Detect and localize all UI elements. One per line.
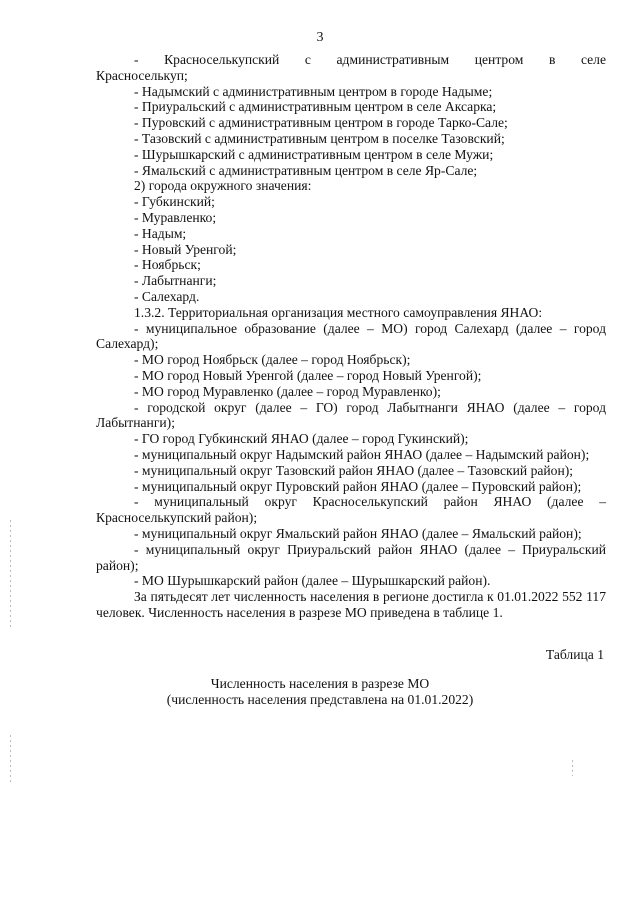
- page-number: 3: [316, 30, 324, 45]
- list-item-mo-novy-urengoy: - МО город Новый Уренгой (далее – город Новый Уренгой);: [134, 367, 482, 383]
- list-item-yamal: - Ямальский с административным центром в селе Яр-Сале;: [134, 162, 478, 178]
- list-item-city-novy-urengoy: - Новый Уренгой;: [134, 241, 237, 257]
- cities-heading: 2) города окружного значения:: [134, 178, 312, 194]
- list-item-mo-muravlenko: - МО город Муравленко (далее – город Муравленко);: [134, 383, 441, 399]
- scan-artifact-left: [10, 520, 11, 630]
- list-item-city-labytnangi: - Лабытнанги;: [134, 273, 217, 289]
- list-item-mo-noyabrsk: - МО город Ноябрьск (далее – город Ноябрьск);: [134, 352, 411, 368]
- list-item-mo-salekhard: - муниципальное образование (далее – МО) город Салехард (далее – город Салехард);: [96, 320, 606, 352]
- section-heading: 1.3.2. Территориальная организация местного самоуправления ЯНАО:: [134, 304, 543, 320]
- list-item-mo-taz-district: - муниципальный округ Тазовский район ЯНАО (далее – Тазовский район);: [134, 462, 574, 478]
- scan-artifact-left-lower: [10, 735, 11, 785]
- list-item-go-labytnangi: - городской округ (далее – ГО) город Лабытнанги ЯНАО (далее – город Лабытнанги);: [96, 399, 606, 431]
- list-item-city-muravlenko: - Муравленко;: [134, 209, 217, 225]
- population-paragraph: За пятьдесят лет численность населения в регионе достигла к 01.01.2022 552 117 человек. Численность населения в разрезе МО приведена в таблице 1.: [96, 589, 606, 620]
- list-item-city-salekhard: - Салехард.: [134, 288, 200, 304]
- list-item-mo-yamal-district: - муниципальный округ Ямальский район ЯНАО (далее – Ямальский район);: [134, 525, 582, 541]
- table-title-line-1: Численность населения в разрезе МО: [210, 676, 430, 691]
- scan-artifact-right: [572, 760, 573, 776]
- document-body: [96, 52, 606, 621]
- list-item-purov: - Пуровский с административным центром в городе Тарко-Сале;: [134, 115, 508, 131]
- list-item-mo-purov-district: - муниципальный округ Пуровский район ЯНАО (далее – Пуровский район);: [134, 478, 582, 494]
- table-title-line-2: (численность населения представлена на 01.01.2022): [166, 692, 474, 707]
- list-item-mo-priural-district: - муниципальный округ Приуральский район ЯНАО (далее – Приуральский район);: [96, 541, 606, 573]
- list-item-city-noyabrsk: - Ноябрьск;: [134, 257, 201, 273]
- list-item-taz: - Тазовский с административным центром в поселке Тазовский;: [134, 130, 505, 146]
- list-item-nadym: - Надымский с административным центром в городе Надыме;: [134, 83, 493, 99]
- table-title: [60, 676, 580, 708]
- list-item-city-gubkinsky: - Губкинский;: [134, 194, 215, 210]
- list-item-priural: - Приуральский с административным центром в селе Аксарка;: [134, 99, 497, 115]
- list-item-mo-shuryshkar-district: - МО Шурышкарский район (далее – Шурышкарский район).: [134, 573, 491, 589]
- list-item-krasnoselkup-continuation: Красноселькуп;: [96, 67, 188, 83]
- list-item-shuryshkar: - Шурышкарский с административным центром в селе Мужи;: [134, 146, 494, 162]
- list-item-mo-nadym-district: - муниципальный округ Надымский район ЯНАО (далее – Надымский район);: [134, 446, 590, 462]
- table-label: Таблица 1: [545, 647, 604, 662]
- list-item-go-gubkinsky: - ГО город Губкинский ЯНАО (далее – город Гукинский);: [134, 431, 469, 447]
- list-item-mo-krasnoselkup-district: - муниципальный округ Красноселькупский район ЯНАО (далее – Красноселькупский район);: [96, 494, 606, 526]
- list-item-krasnoselkup: - Красноселькупский с административным центром в селе: [134, 52, 606, 67]
- list-item-city-nadym: - Надым;: [134, 225, 187, 241]
